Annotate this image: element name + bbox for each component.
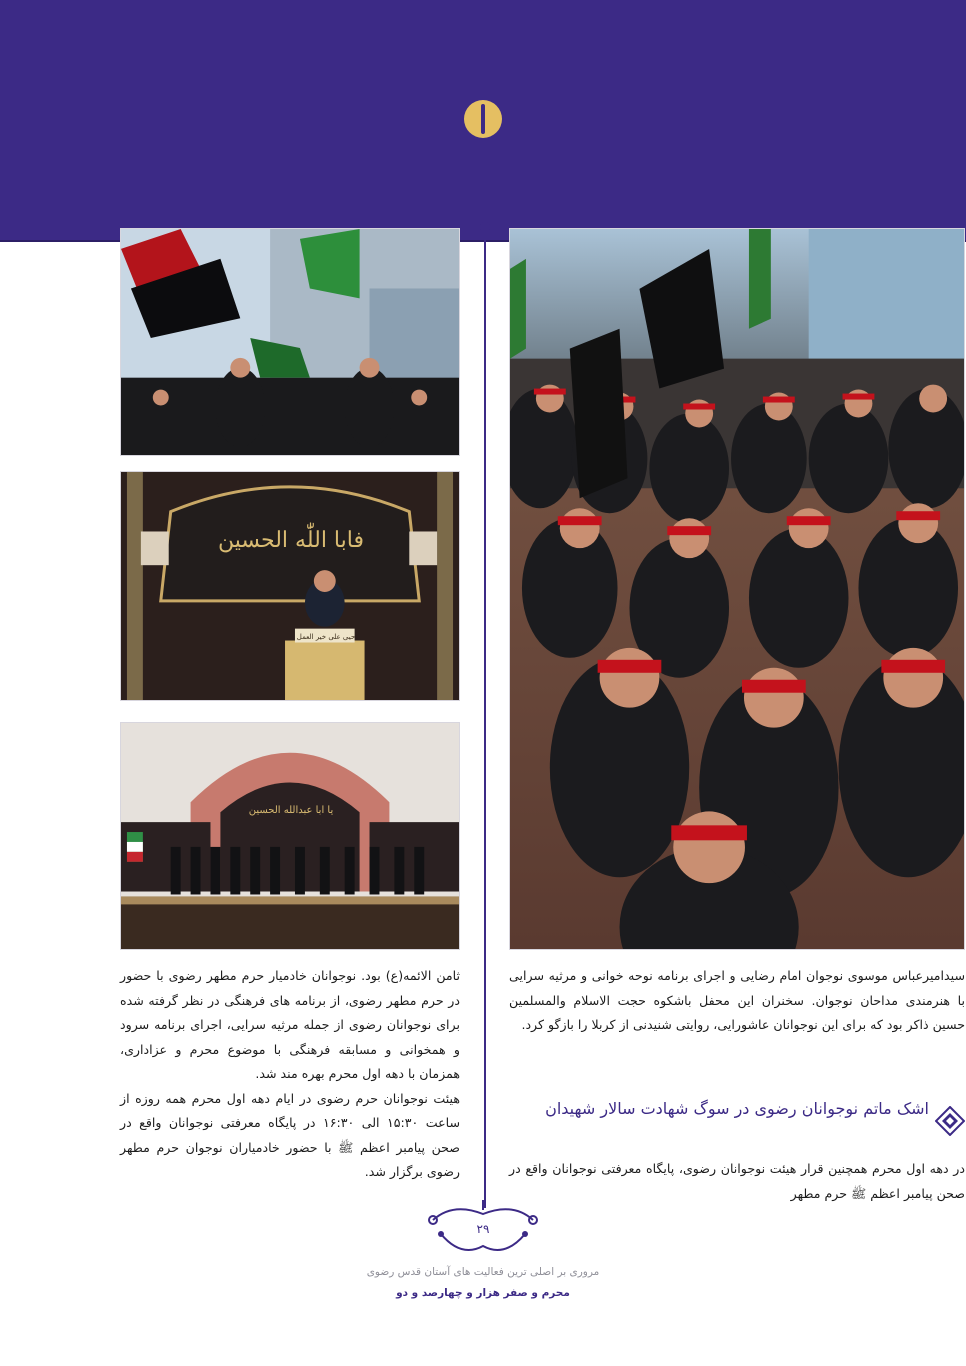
flag-waving-photo — [121, 229, 459, 455]
crowd-mourning-photo — [510, 229, 964, 949]
right-column-text-bottom — [509, 1157, 965, 1206]
speaker-banner-text: فابا اللّٰه الحسین — [218, 528, 364, 553]
right-paragraph-bottom: در دهه اول محرم همچنین قرار هیئت نوجوانان رضوی، پایگاه معرفتی نوجوانان واقع در صحن پیامبر اعظم ﷺ حرم مطهر — [509, 1161, 965, 1201]
chapter-mark-icon — [464, 100, 502, 138]
left-paragraph-2: هیئت نوجوانان حرم رضوی در ایام دهه اول محرم همه روزه از ساعت ۱۵:۳۰ الی ۱۶:۳۰ در پایگاه معرفتی نوجوانان واقع در صحن پیامبر اعظم ﷺ با حضور خادمیاران نوجوان حرم مطهر رضوی برگزار شد. — [120, 1090, 461, 1179]
page-number: ۲۹ — [476, 1222, 490, 1236]
stage-banner-text: یا ابا عبدالله الحسین — [248, 805, 334, 816]
stage-photo — [120, 722, 460, 950]
speaker-photo — [120, 471, 460, 701]
diamond-ornament-icon — [935, 1106, 965, 1136]
section-heading — [509, 1096, 965, 1152]
stage-choir-photo — [121, 723, 459, 949]
flags-photo — [120, 228, 460, 456]
right-column-text-top — [509, 964, 965, 1038]
right-paragraph-top: سیدامیرعباس موسوی نوجوان امام رضایی و اجرای برنامه نوحه خوانی و مرثیه سرایی با هنرمندی مداحان نوجوان. سخنران این محفل باشکوه حجت الاسلام والمسلمین حسین ذاکر بود که برای این نوجوانان عاشورایی، روایتی شنیدنی از کربلا را بازگو کرد. — [509, 968, 965, 1032]
left-column-text — [120, 964, 460, 1185]
footer-publication-title: مروری بر اصلی ترین فعالیت های آستان قدس رضوی — [366, 1266, 600, 1278]
left-paragraph-1: ثامن الائمه(ع) بود. نوجوانان خادمیار حرم مطهر رضوی با حضور در حرم مطهر رضوی، از برنامه های فرهنگی در نظر گرفته شده برای نوجوانان رضوی از جمله مرثیه سرایی، اجرای برنامه سرود و همخوانی و مسابقه فرهنگی با موضوع محرم و عزاداری، همزمان با دهه اول محرم بهره مند شد. — [120, 968, 460, 1081]
main-crowd-photo — [509, 228, 965, 950]
header-band — [0, 0, 966, 242]
podium-text: حیی علی خیر العمل — [296, 633, 356, 641]
section-title: اشک ماتم نوجوانان رضوی در سوگ شهادت سالار شهیدان — [545, 1099, 929, 1118]
column-divider — [484, 228, 486, 1208]
footer-edition-title: محرم و صفر هزار و چهارصد و دو — [396, 1287, 570, 1299]
speaker-podium-photo — [121, 472, 459, 700]
